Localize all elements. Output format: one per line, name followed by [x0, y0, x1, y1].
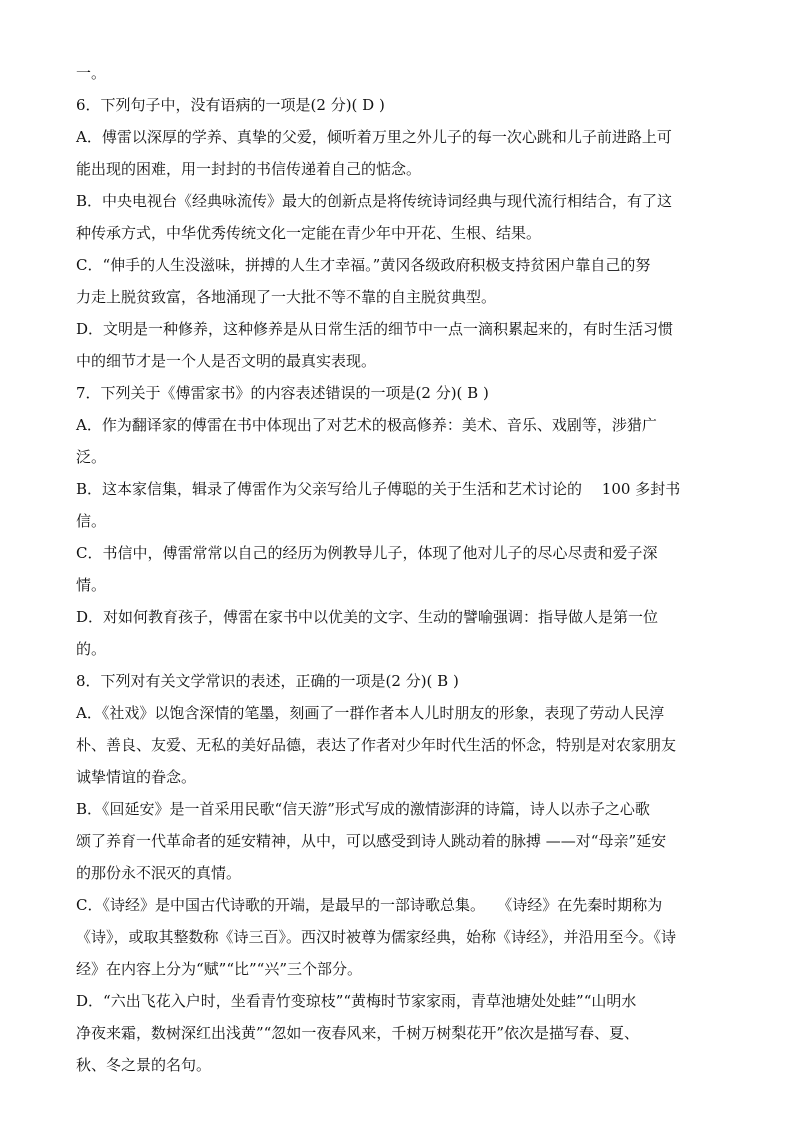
- option-d-line-2: 中的细节才是一个人是否文明的最真实表现。: [76, 352, 377, 370]
- intro-tail: 一。: [76, 64, 107, 82]
- option-d-line-1: D．文明是一种修养，这种修养是从日常生活的细节中一点一滴积累起来的，有时生活习惯: [76, 320, 674, 338]
- option-a-line-1: A．作为翻译家的傅雷在书中体现出了对艺术的极高修养：美术、音乐、戏剧等，涉猎广: [76, 416, 657, 434]
- option-c-line-1: C．书信中，傅雷常常以自己的经历为例教导儿子，体现了他对儿子的尽心尽责和爱子深: [76, 544, 658, 562]
- option-b-line-3: 的那份永不泯灭的真情。: [76, 864, 242, 882]
- question-8: [76, 665, 716, 1081]
- option-c-line-3: 经》在内容上分为“赋”“比”“兴”三个部分。: [76, 960, 363, 978]
- option-a-line-3: 诚挚情谊的眷念。: [76, 768, 197, 786]
- question-7: [76, 377, 716, 665]
- option-c-line-1: C．“伸手的人生没滋味，拼搏的人生才幸福。”黄冈各级政府积极支持贫困户靠自己的努: [76, 256, 651, 274]
- option-d-line-2: 的。: [76, 640, 107, 658]
- option-d-line-3: 秋、冬之景的名句。: [76, 1056, 212, 1074]
- question-stem: 7．下列关于《傅雷家书》的内容表述错误的一项是(2 分)( B ): [76, 384, 489, 402]
- option-c-line-2: 情。: [76, 576, 107, 594]
- option-c-line-2: 《诗》，或取其整数称《诗三百》。西汉时被尊为儒家经典，始称《诗经》，并沿用至今。《诗: [76, 928, 677, 946]
- question-stem: 8．下列对有关文学常识的表述，正确的一项是(2 分)( B ): [76, 672, 459, 690]
- option-a-line-2: 能出现的困难，用一封封的书信传递着自己的惦念。: [76, 160, 422, 178]
- option-b-line-2: 颂了养育一代革命者的延安精神，从中，可以感受到诗人跳动着的脉搏 ——对“母亲”延安: [76, 832, 667, 850]
- option-b-line-1: B．中央电视台《经典咏流传》最大的创新点是将传统诗词经典与现代流行相结合，有了这: [76, 192, 673, 210]
- option-d-line-2: 净夜来霜，数树深红出浅黄”“忽如一夜春风来，千树万树梨花开”依次是描写春、夏、: [76, 1024, 640, 1042]
- option-b-line-1: B．《回延安》是一首采用民歌“信天游”形式写成的激情澎湃的诗篇，诗人以赤子之心歌: [76, 800, 650, 818]
- option-c-line-1: C．《诗经》是中国古代诗歌的开端，是最早的一部诗歌总集。 《诗经》在先秦时期称为: [76, 896, 663, 914]
- option-d-line-1: D．对如何教育孩子，傅雷在家书中以优美的文字、生动的譬喻强调：指导做人是第一位: [76, 608, 659, 626]
- option-a-line-1: A．《社戏》以饱含深情的笔墨，刻画了一群作者本人儿时朋友的形象，表现了劳动人民淳: [76, 704, 665, 722]
- option-a-line-2: 朴、善良、友爱、无私的美好品德，表达了作者对少年时代生活的怀念，特别是对农家朋友: [76, 736, 677, 754]
- option-b-line-1: B．这本家信集，辑录了傅雷作为父亲写给儿子傅聪的关于生活和艺术讨论的 100 多封书: [76, 480, 681, 498]
- option-b-line-2: 种传承方式，中华优秀传统文化一定能在青少年中开花、生根、结果。: [76, 224, 542, 242]
- option-b-line-2: 信。: [76, 512, 107, 530]
- question-6: [76, 89, 716, 377]
- question-stem: 6．下列句子中，没有语病的一项是(2 分)( D ): [76, 96, 385, 114]
- option-a-line-2: 泛。: [76, 448, 107, 466]
- option-c-line-2: 力走上脱贫致富，各地涌现了一大批不等不靠的自主脱贫典型。: [76, 288, 497, 306]
- option-d-line-1: D．“六出飞花入户时，坐看青竹变琼枝”“黄梅时节家家雨，青草池塘处处蛙”“山明水: [76, 992, 637, 1010]
- option-a-line-1: A．傅雷以深厚的学养、真挚的父爱，倾听着万里之外儿子的每一次心跳和儿子前进路上可: [76, 128, 672, 146]
- document-text: [76, 57, 716, 1081]
